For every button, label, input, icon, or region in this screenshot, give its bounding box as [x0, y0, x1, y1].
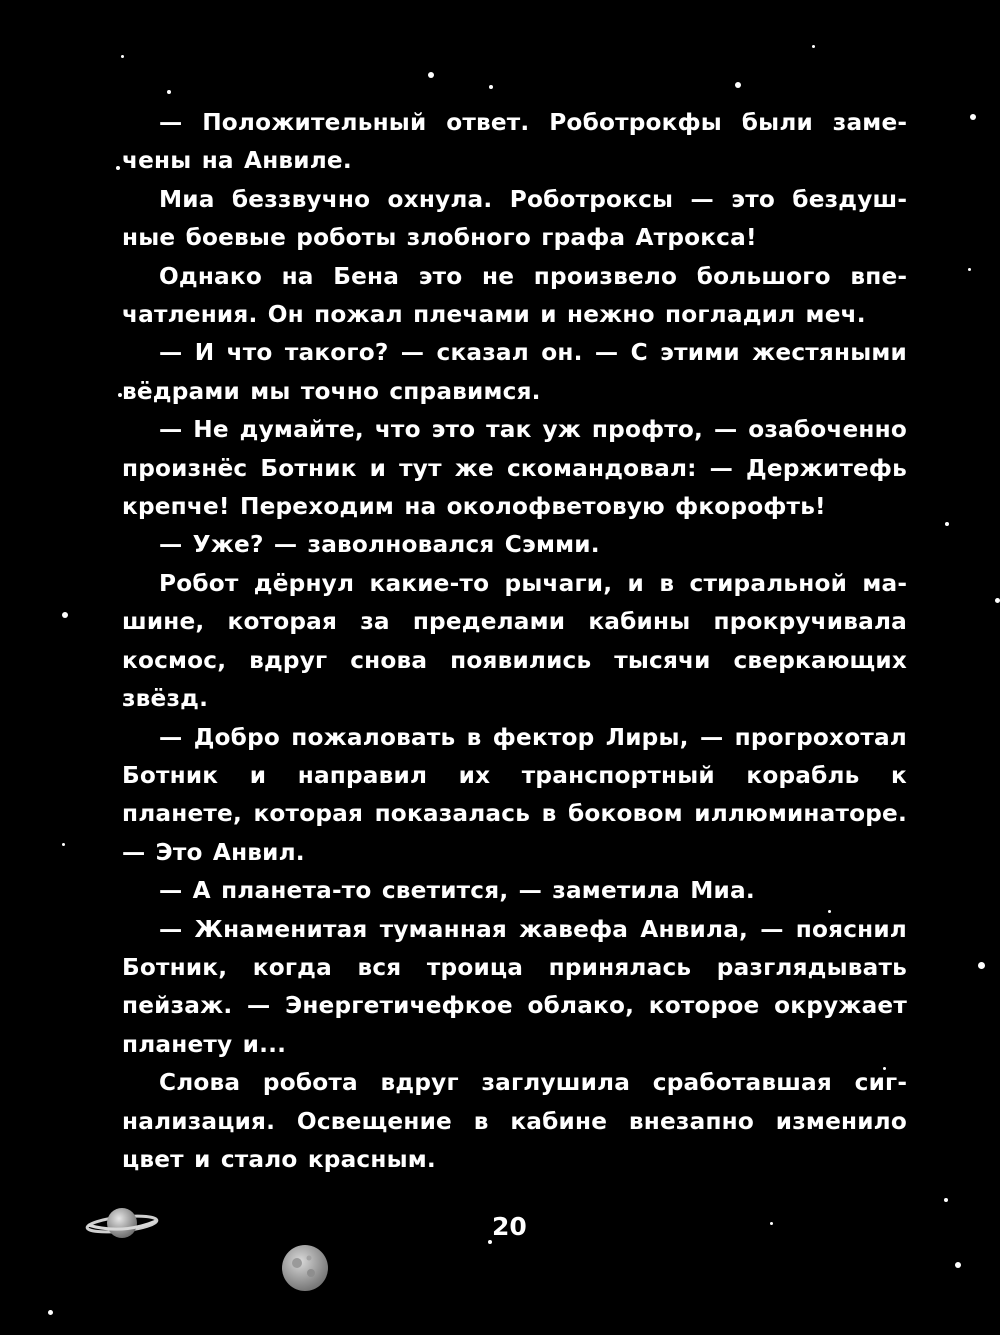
star-decoration — [812, 45, 815, 48]
page-number: 20 — [492, 1212, 527, 1241]
star-decoration — [770, 1222, 773, 1225]
star-decoration — [116, 166, 120, 170]
star-decoration — [970, 114, 976, 120]
star-decoration — [489, 85, 493, 89]
paragraph: — А планета-то светится, — заметила Миа. — [159, 877, 755, 905]
star-decoration — [955, 1262, 961, 1268]
star-decoration — [968, 268, 971, 271]
paragraph: — Не думайте, что это так уж профто, — озабоченно произнёс Ботник и тут же скомандовал: — Держитефь крепче! Переходим на околофветовую фкорофть! — [122, 416, 907, 521]
paragraph: Слова робота вдруг заглушила сработавшая сигнализация. Освещение в кабине внезапно изменило цвет и стало красным. — [122, 1069, 907, 1173]
story-text — [122, 104, 907, 1179]
star-decoration — [944, 1198, 948, 1202]
star-decoration — [167, 90, 171, 94]
saturn-icon — [84, 1200, 160, 1246]
star-decoration — [978, 962, 985, 969]
moon-icon — [280, 1243, 330, 1293]
star-decoration — [121, 55, 124, 58]
paragraph: — Положительный ответ. Роботрокфы были замечены на Анвиле. — [122, 109, 907, 175]
paragraph: — И что такого? — сказал он. — С этими жестяными вёдрами мы точно справимся. — [122, 339, 907, 405]
star-decoration — [62, 612, 68, 618]
star-decoration — [428, 72, 434, 78]
star-decoration — [945, 522, 949, 526]
paragraph: — Добро пожаловать в фектор Лиры, — прогрохотал Ботник и направил их транспортный корабль к планете, которая показалась в боковом иллюминаторе. — Это Анвил. — [122, 723, 907, 866]
paragraph: Миа беззвучно охнула. Роботроксы — это бездушные боевые роботы злобного графа Атрокса! — [122, 185, 907, 252]
star-decoration — [735, 82, 741, 88]
paragraph: — Уже? — заволновался Сэмми. — [159, 531, 600, 559]
star-decoration — [62, 843, 65, 846]
paragraph: Однако на Бена это не произвело большого впечатления. Он пожал плечами и нежно погладил меч. — [122, 262, 907, 329]
star-decoration — [48, 1310, 53, 1315]
paragraph: Робот дёрнул какие-то рычаги, и в стиральной машине, которая за пределами кабины прокручивала космос, вдруг снова появились тысячи сверкающих звёзд. — [122, 569, 907, 713]
paragraph: — Жнаменитая туманная жавефа Анвила, — пояснил Ботник, когда вся троица принялась разглядывать пейзаж. — Энергетичефкое облако, которое окружает планету и... — [122, 915, 907, 1058]
star-decoration — [995, 598, 1000, 603]
